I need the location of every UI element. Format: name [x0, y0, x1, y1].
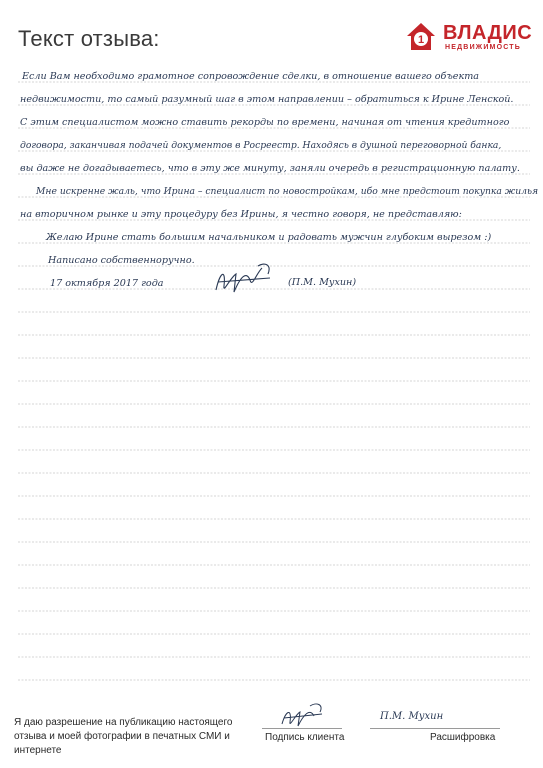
handwritten-signature-image	[210, 260, 280, 300]
publication-consent-text: Я даю разрешение на публикацию настоящего отзыва и моей фотографии в печатных СМИ и интернете	[14, 717, 233, 756]
decode-label: Расшифровка	[430, 732, 496, 743]
review-line-4: договора, заканчивая подачей документов в Росреестр. Находясь в душной переговорной банка,	[20, 140, 502, 151]
logo-mark-digit: 1	[417, 34, 425, 46]
review-line-9: Написано собственноручно.	[48, 255, 195, 266]
review-line-3: С этим специалистом можно ставить рекорды по времени, начиная от чтения кредитного	[20, 117, 510, 128]
decode-value: П.М. Мухин	[380, 711, 444, 722]
footer-signature-image	[278, 702, 328, 730]
review-line-2: недвижимости, то самый разумный шаг в этом направлении – обратиться к Ирине Ленской.	[20, 94, 514, 105]
decode-underline	[370, 728, 500, 729]
review-line-5: вы даже не догадываетесь, что в эту же минуту, заняли очередь в регистрационную палату.	[20, 163, 520, 174]
review-line-7: на вторичном рынке и эту процедуру без Ирины, я честно говоря, не представляю:	[20, 209, 462, 220]
ruled-lines	[18, 0, 533, 700]
logo-name: ВЛАДИС	[443, 22, 533, 44]
review-date: 17 октября 2017 года	[50, 278, 164, 289]
review-line-1: Если Вам необходимо грамотное сопровождение сделки, в отношение вашего объекта	[22, 71, 480, 82]
review-line-6: Мне искренне жаль, что Ирина – специалист по новостройкам, ибо мне предстоит покупка жилья	[36, 186, 539, 197]
signature-label: Подпись клиента	[265, 732, 345, 743]
page-title: Текст отзыва:	[18, 26, 160, 51]
review-author: (П.М. Мухин)	[288, 277, 357, 288]
review-line-8: Желаю Ирине стать большим начальником и радовать мужчин глубоким вырезом :)	[46, 232, 492, 243]
logo-subtitle: НЕДВИЖИМОСТЬ	[445, 44, 522, 51]
